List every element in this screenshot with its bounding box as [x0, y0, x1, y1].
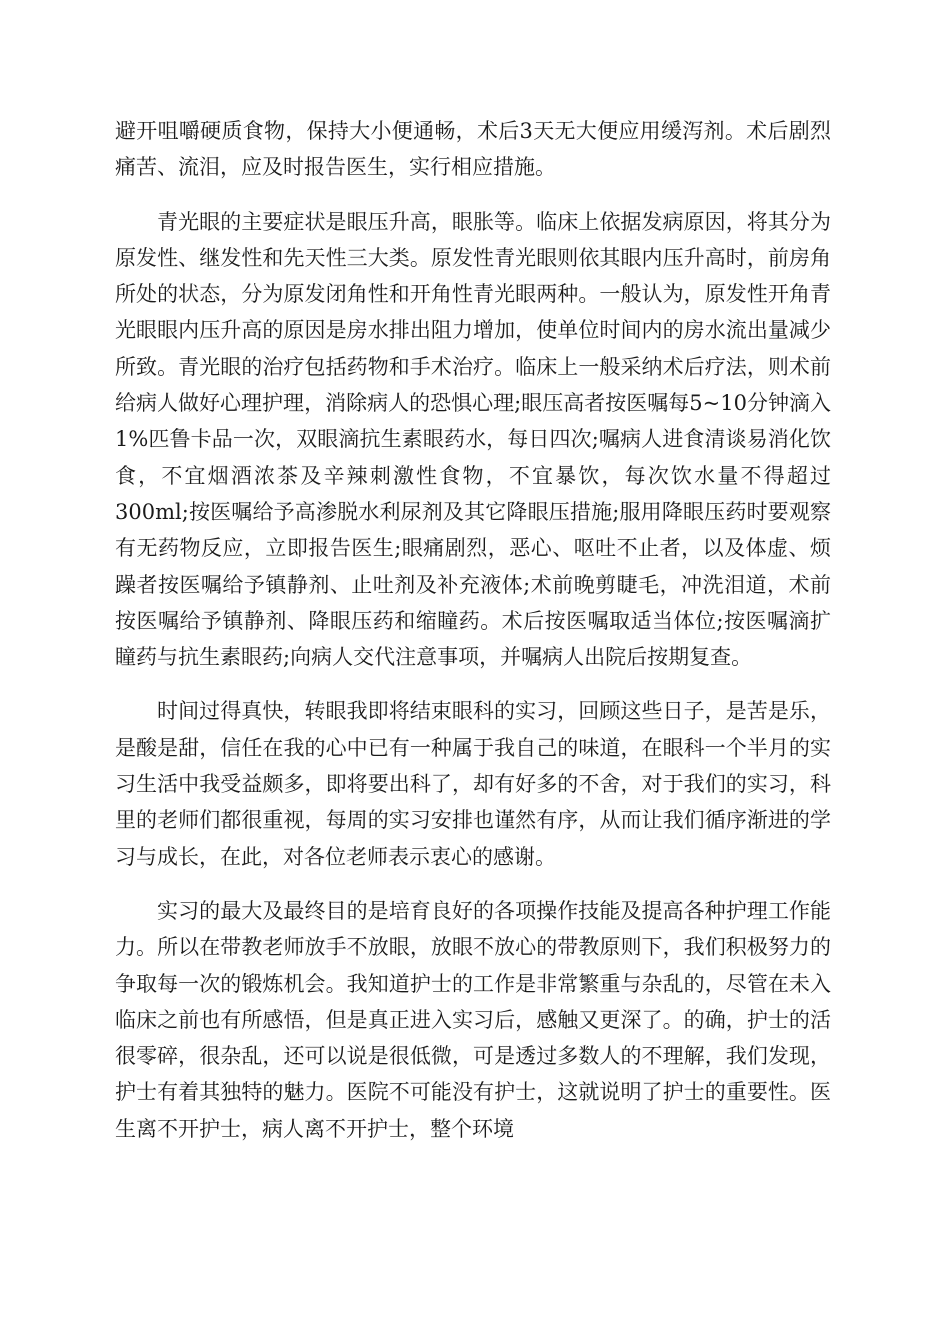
- paragraph-glaucoma: 青光眼的主要症状是眼压升高，眼胀等。临床上依据发病原因，将其分为原发性、继发性和先天性三大类。原发性青光眼则依其眼内压升高时，前房角所处的状态，分为原发闭角性和开角性青光眼两种。一般认为，原发性开角青光眼眼内压升高的原因是房水排出阻力增加，使单位时间内的房水流出量减少所致。青光眼的治疗包括药物和手术治疗。临床上一般采纳术后疗法，则术前给病人做好心理护理，消除病人的恐惧心理;眼压高者按医嘱每5~10分钟滴入1%匹鲁卡品一次，双眼滴抗生素眼药水，每日四次;嘱病人进食清谈易消化饮食，不宜烟酒浓茶及辛辣刺激性食物，不宜暴饮，每次饮水量不得超过300ml;按医嘱给予高渗脱水利尿剂及其它降眼压措施;服用降眼压药时要观察有无药物反应，立即报告医生;眼痛剧烈，恶心、呕吐不止者，以及体虚、烦躁者按医嘱给予镇静剂、止吐剂及补充液体;术前晚剪睫毛，冲洗泪道，术前按医嘱给予镇静剂、降眼压药和缩瞳药。术后按医嘱取适当体位;按医嘱滴扩瞳药与抗生素眼药;向病人交代注意事项，并嘱病人出院后按期复查。: [115, 209, 831, 670]
- paragraph-continuation: 避开咀嚼硬质食物，保持大小便通畅，术后3天无大便应用缓泻剂。术后剧烈痛苦、流泪，应及时报告医生，实行相应措施。: [115, 119, 831, 180]
- paragraph-internship-goal: 实习的最大及最终目的是培育良好的各项操作技能及提高各种护理工作能力。所以在带教老师放手不放眼，放眼不放心的带教原则下，我们积极努力的争取每一次的锻炼机会。我知道护士的工作是非常繁重与杂乱的，尽管在未入临床之前也有所感悟，但是真正进入实习后，感触又更深了。的确，护士的活很零碎，很杂乱，还可以说是很低微，可是透过多数人的不理解，我们发现，护士有着其独特的魅力。医院不可能没有护士，这就说明了护士的重要性。医生离不开护士，病人离不开护士，整个环境: [115, 898, 831, 1141]
- paragraph-reflection: 时间过得真快，转眼我即将结束眼科的实习，回顾这些日子，是苦是乐，是酸是甜，信任在我的心中已有一种属于我自己的味道，在眼科一个半月的实习生活中我受益颇多，即将要出科了，却有好多的不舍，对于我们的实习，科里的老师们都很重视，每周的实习安排也谨然有序，从而让我们循序渐进的学习与成长，在此，对各位老师表示衷心的感谢。: [115, 699, 831, 869]
- document-page: [115, 113, 831, 1147]
